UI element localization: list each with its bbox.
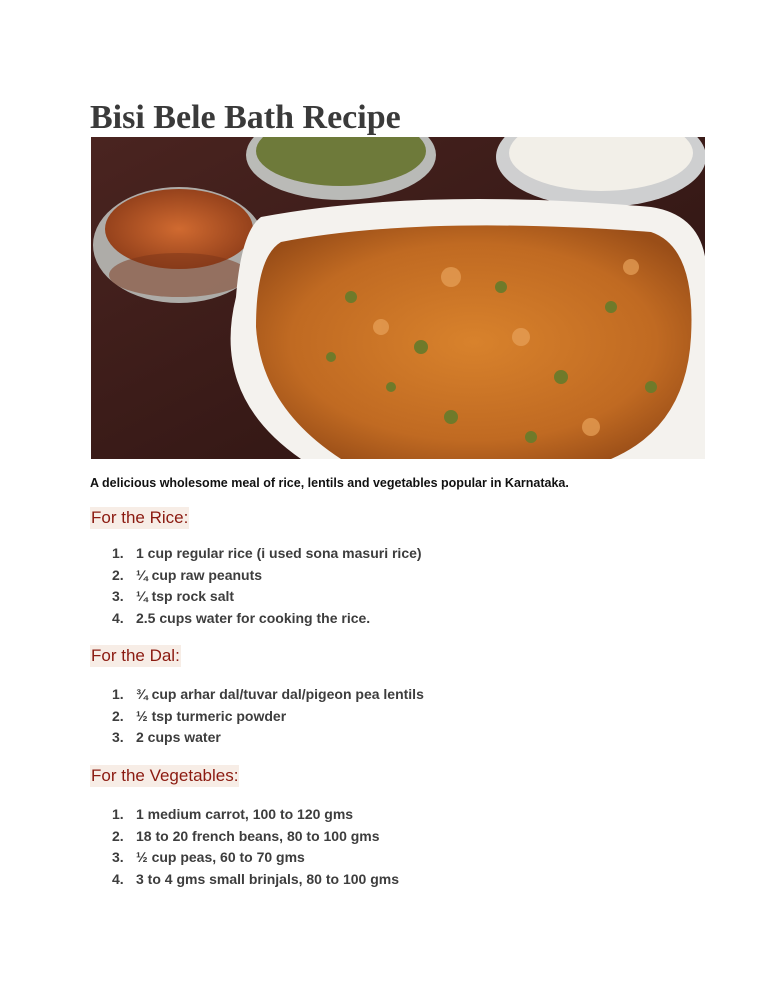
list-item: 2. 18 to 20 french beans, 80 to 100 gms (112, 827, 380, 844)
list-item: 3. ¼ tsp rock salt (112, 588, 235, 604)
list-item: 2. ¼ cup raw peanuts (112, 566, 263, 583)
list-item: 1. ¾ cup arhar dal/tuvar dal/pigeon pea lentils (112, 686, 424, 702)
section-heading-rice: For the Rice: (91, 508, 189, 527)
page-title: Bisi Bele Bath Recipe (90, 99, 401, 136)
list-item: 2. ½ tsp turmeric powder (112, 707, 287, 724)
recipe-photo (91, 137, 705, 459)
list-item: 1. 1 medium carrot, 100 to 120 gms (112, 806, 354, 822)
list-item: 1. 1 cup regular rice (i used sona masuri rice) (112, 545, 422, 561)
rice-ingredient-list (112, 543, 422, 629)
list-item: 4. 3 to 4 gms small brinjals, 80 to 100 gms (112, 870, 399, 887)
vegetables-ingredient-list (112, 804, 399, 890)
list-item: 3. 2 cups water (112, 729, 221, 745)
section-heading-dal: For the Dal: (91, 646, 180, 665)
dal-ingredient-list (112, 684, 424, 749)
recipe-description: A delicious wholesome meal of rice, lentils and vegetables popular in Karnataka. (90, 476, 569, 490)
list-item: 4. 2.5 cups water for cooking the rice. (112, 609, 371, 626)
list-item: 3. ½ cup peas, 60 to 70 gms (112, 849, 305, 865)
section-heading-vegetables: For the Vegetables: (91, 766, 239, 785)
